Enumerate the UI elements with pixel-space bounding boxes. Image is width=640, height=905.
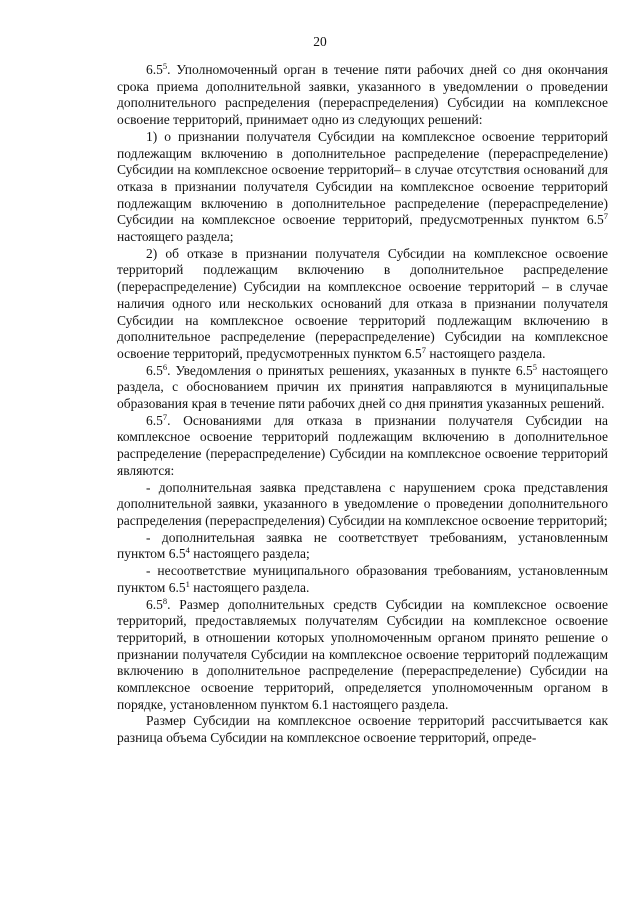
paragraph-text: Размер Субсидии на комплексное освоение территорий рассчитывается как разница объема Субсидии на комплексное освоение территорий, опреде- — [117, 713, 608, 746]
list-item-2 — [117, 246, 608, 363]
reference-superscript: 5 — [532, 361, 537, 372]
clause-number: 6.5 — [146, 412, 163, 428]
reference-superscript: 4 — [185, 545, 190, 556]
paragraph-text: . Основаниями для отказа в признании получателя Субсидии на комплексное освоение территорий подлежащим включению в дополнительное распределение (перераспределение) Субсидии на комплексное освоение территорий являются: — [117, 412, 608, 478]
clause-number: 6.5 — [146, 62, 163, 77]
paragraph-text: настоящего раздела. — [189, 579, 310, 595]
paragraph-text: 1) о признании получателя Субсидии на комплексное освоение территорий подлежащим включению в дополнительное распределение (перераспределение) Субсидии на комплексное освоение территорий– в случае отсутствия оснований для отказа в признании получателя Субсидии на комплексное освоение территорий подлежащим включению в дополнительное распределение (перераспределение) Субсидии на комплексное освоение территорий, предусмотренных пунктом 6.5 — [117, 128, 608, 228]
paragraph-6-5-8 — [117, 597, 608, 714]
clause-superscript: 7 — [162, 411, 168, 422]
paragraph-text: - дополнительная заявка не соответствует требованиям, установленным пунктом 6.5 — [117, 529, 608, 562]
reference-superscript: 1 — [185, 578, 190, 589]
paragraph-subsidy-size — [117, 713, 608, 746]
reference-superscript: 7 — [421, 344, 426, 355]
reference-superscript: 7 — [603, 211, 608, 222]
paragraph-text: - дополнительная заявка представлена с нарушением срока представления дополнительной заявки, указанного в уведомление о проведении дополнительного распределения (перераспределения) Субсидии на комплексное освоение территорий; — [117, 479, 608, 528]
clause-superscript: 8 — [162, 595, 168, 606]
paragraph-text: настоящего раздела. — [425, 345, 546, 361]
paragraph-text: . Уведомления о принятых решениях, указанных в пункте 6.5 — [167, 362, 533, 378]
page-number: 20 — [313, 34, 327, 49]
paragraph-text: 2) об отказе в признании получателя Субсидии на комплексное освоение территорий подлежащим включению в дополнительное распределение (перераспределение) Субсидии на комплексное освоение территорий – в случае наличия одного или нескольких оснований для отказа в признании получателя Субсидии на комплексное освоение территорий подлежащим включению в дополнительное распределение (перераспределение) Субсидии на комплексное освоение территорий, предусмотренных пунктом 6.5 — [117, 245, 608, 361]
dash-item-3 — [117, 563, 608, 596]
clause-number: 6.5 — [146, 362, 163, 378]
clause-number: 6.5 — [146, 596, 163, 612]
paragraph-text: настоящего раздела; — [189, 546, 310, 562]
paragraph-text: . Уполномоченный орган в течение пяти рабочих дней со дня окончания срока приема дополнительной заявки, указанного в уведомлении о проведении дополнительного распределения (перераспределения) Субсидии на комплексное освоение территорий, принимает одно из следующих решений: — [117, 62, 608, 128]
dash-item-2 — [117, 530, 608, 563]
paragraph-text: . Размер дополнительных средств Субсидии на комплексное освоение территорий, предоставляемых получателям Субсидии на комплексное освоение территорий, в отношении которых уполномоченным органом принято решение о признании получателя Субсидии на комплексное освоение территорий подлежащим включению в дополнительное распределение (перераспределение) Субсидии на комплексное освоение территорий, определяется уполномоченным органом в порядке, установленном пунктом 6.1 настоящего раздела. — [117, 596, 608, 712]
dash-item-1 — [117, 480, 608, 530]
paragraph-text: настоящего раздела, с обоснованием причин их принятия направляются в муниципальные образования края в течение пяти рабочих дней со дня принятия указанных решений. — [117, 362, 608, 412]
paragraph-text: настоящего раздела; — [117, 229, 234, 245]
clause-superscript: 6 — [162, 361, 168, 372]
paragraph-6-5-6 — [117, 363, 608, 413]
paragraph-text: - несоответствие муниципального образования требованиям, установленным пунктом 6.5 — [117, 563, 608, 595]
paragraph-6-5-7 — [117, 413, 608, 480]
paragraph-6-5-5 — [117, 62, 608, 129]
list-item-1 — [117, 129, 608, 246]
clause-superscript: 5 — [162, 61, 168, 71]
document-body — [117, 62, 608, 747]
